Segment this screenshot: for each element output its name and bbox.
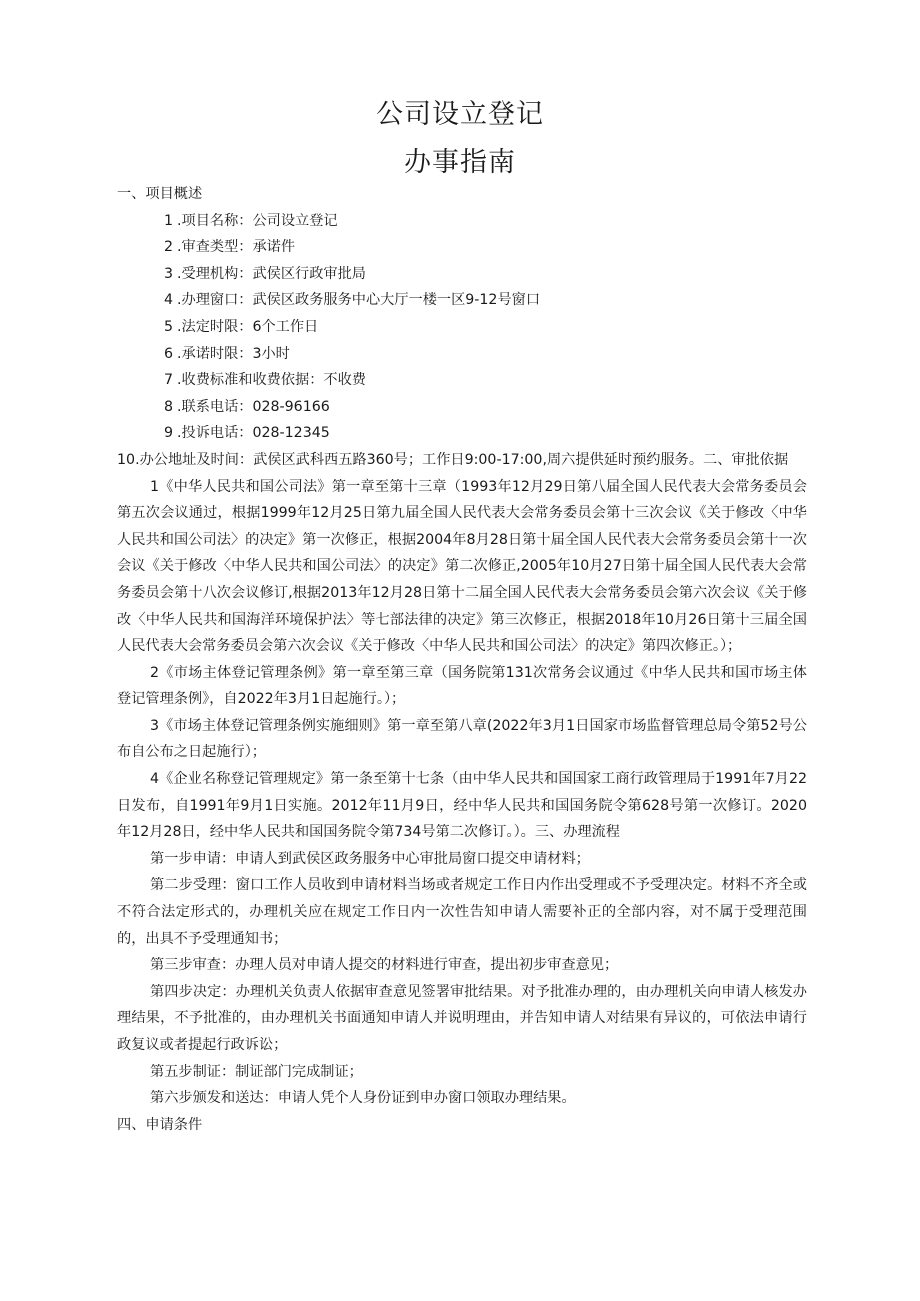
item-number: 4 — [163, 292, 173, 309]
item-number: 10 — [117, 451, 136, 468]
overview-item — [117, 341, 807, 368]
document-body — [117, 181, 807, 1138]
item-number: 3 — [163, 265, 173, 282]
overview-item — [117, 287, 807, 314]
document-subtitle: 办事指南 — [404, 147, 516, 178]
section-heading-overview: 一、项目概述 — [117, 186, 203, 202]
item-number: 7 — [163, 372, 173, 389]
overview-item — [117, 394, 807, 421]
item-number: 8 — [163, 398, 173, 415]
item-number: 6 — [163, 345, 173, 362]
item-text: .法定时限：6个工作日 — [177, 318, 319, 335]
item-text: .办理窗口：武侯区政务服务中心大厅一楼一区9-12号窗口 — [177, 292, 541, 309]
overview-item — [117, 420, 807, 447]
process-step: 第五步制证：制证部门完成制证； — [150, 1063, 363, 1080]
overview-item — [117, 261, 807, 288]
legal-basis-paragraph: 2《市场主体登记管理条例》第一章至第三章（国务院第131次常务会议通过《中华人民共和国市场主体登记管理条例》，自2022年3月1日起施行。）； — [117, 664, 807, 708]
overview-item — [117, 234, 807, 261]
legal-basis-paragraph: 3《市场主体登记管理条例实施细则》第一章至第八章(2022年3月1日国家市场监督管理总局令第52号公布自公布之日起施行）； — [117, 717, 807, 761]
process-step: 第六步颁发和送达：申请人凭个人身份证到申办窗口领取办理结果。 — [150, 1090, 576, 1107]
item-text: .受理机构：武侯区行政审批局 — [177, 265, 366, 282]
process-step: 第三步审查：办理人员对申请人提交的材料进行审查，提出初步审查意见； — [150, 957, 619, 974]
item-text: .办公地址及时间：武侯区武科西五路360号；工作日9:00-17:00,周六提供延时预约服务。二、审批依据 — [135, 451, 789, 468]
overview-item — [117, 314, 807, 341]
overview-item-address — [117, 447, 807, 474]
item-text: .承诺时限：3小时 — [177, 345, 290, 362]
process-step: 第一步申请：申请人到武侯区政务服务中心审批局窗口提交申请材料； — [150, 850, 590, 867]
item-number: 1 — [163, 212, 173, 229]
legal-basis-paragraph: 1《中华人民共和国公司法》第一章至第十三章（1993年12月29日第八届全国人民代表大会常务委员会第五次会议通过，根据1999年12月25日第九届全国人民代表大会常务委员会第十三次会议《关于修改〈中华人民共和国公司法〉的决定》第一次修正，根据2004年8月28日第十届全国人民代表大会常务委员会第十一次会议《关于修改〈中华人民共和国公司法〉的决定》第二次修正,2005年10月27日第十届全国人民代表大会常务委员会第十八次会议修订,根据2013年12月28日第十二届全国人民代表大会常务委员会第六次会议《关于修改〈中华人民共和国海洋环境保护法〉等七部法律的决定》第三次修正，根据2018年10月26日第十三届全国人民代表大会常务委员会第六次会议《关于修改〈中华人民共和国公司法〉的决定》第四次修正。）； — [117, 478, 807, 655]
item-number: 5 — [163, 318, 173, 335]
process-step: 第四步决定：办理机关负责人依据审查意见签署审批结果。对予批准办理的，由办理机关向申请人核发办理结果，不予批准的，由办理机关书面通知申请人并说明理由，并告知申请人对结果有异议的，可依法申请行政复议或者提起行政诉讼； — [117, 983, 807, 1053]
overview-item — [117, 367, 807, 394]
item-text: .投诉电话：028-12345 — [177, 425, 330, 442]
item-text: .收费标准和收费依据：不收费 — [177, 372, 366, 389]
item-text: .项目名称：公司设立登记 — [177, 212, 338, 229]
document-title: 公司设立登记 — [376, 99, 544, 130]
legal-basis-paragraph: 4《企业名称登记管理规定》第一条至第十七条（由中华人民共和国国家工商行政管理局于1991年7月22日发布，自1991年9月1日实施。2012年11月9日，经中华人民共和国国务院令第628号第一次修订。2020年12月28日，经中华人民共和国国务院令第734号第二次修订。）。三、办理流程 — [117, 771, 807, 841]
item-text: .联系电话：028-96166 — [177, 398, 330, 415]
item-text: .审查类型：承诺件 — [177, 239, 296, 256]
section-heading-conditions: 四、申请条件 — [117, 1116, 203, 1133]
process-step: 第二步受理：窗口工作人员收到申请材料当场或者规定工作日内作出受理或不予受理决定。材料不齐全或不符合法定形式的，办理机关应在规定工作日内一次性告知申请人需要补正的全部内容，对不属于受理范围的，出具不予受理通知书； — [117, 877, 807, 947]
item-number: 9 — [163, 425, 173, 442]
overview-item — [117, 208, 807, 235]
item-number: 2 — [163, 239, 173, 256]
